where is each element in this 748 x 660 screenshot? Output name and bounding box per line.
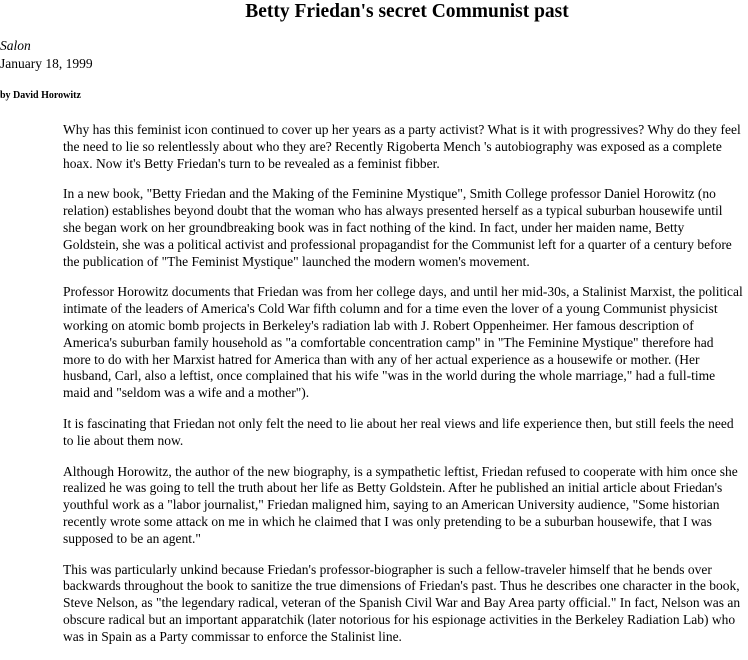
publication-name: Salon xyxy=(0,38,31,53)
paragraph: In a new book, "Betty Friedan and the Making of the Feminine Mystique", Smith College professor Daniel Horowitz (no relation) establishes beyond doubt that the woman who has always presented herself as a typical suburban housewife until she began work on her groundbreaking book was in fact nothing of the kind. In fact, under her maiden name, Betty Goldstein, she was a political activist and professional propagandist for the Communist left for a quarter of a century before the publication of "The Feminist Mystique" launched the modern women's movement. xyxy=(63,186,732,269)
publication-info xyxy=(0,37,93,72)
article-body xyxy=(63,122,743,660)
paragraph: Why has this feminist icon continued to cover up her years as a party activist? What is it with progressives? Why do they feel the need to lie so relentlessly about who they are? Recently Rigoberta Mench 's autobiography was exposed as a complete hoax. Now it's Betty Friedan's turn to be revealed as a feminist fibber. xyxy=(63,122,741,171)
paragraph: Although Horowitz, the author of the new biography, is a sympathetic leftist, Friedan refused to cooperate with him once she realized he was going to tell the truth about her life as Betty Goldstein. After he published an initial article about Friedan's youthful work as a "labor journalist," Friedan maligned him, saying to an American University audience, "Some historian recently wrote some attack on me in which he claimed that I was only pretending to be a suburban housewife, that I was supposed to be an agent." xyxy=(63,463,738,546)
page-title: Betty Friedan's secret Communist past xyxy=(245,1,569,22)
paragraph: Professor Horowitz documents that Friedan was from her college days, and until her mid-30s, a Stalinist Marxist, the political intimate of the leaders of America's Cold War fifth column and for a time even the lover of a young Communist physicist working on atomic bomb projects in Berkeley's radiation lab with J. Robert Oppenheimer. Her famous description of America's suburban family household as "a comfortable concentration camp" in "The Feminine Mystique" therefore had more to do with her Marxist hatred for America than with any of her actual experience as a housewife or mother. (Her husband, Carl, also a leftist, once complained that his wife "was in the world during the whole marriage," had a full-time maid and "seldom was a wife and a mother"). xyxy=(63,284,743,401)
paragraph: This was particularly unkind because Friedan's professor-biographer is such a fellow-traveler himself that he bends over backwards throughout the book to sanitize the true dimensions of Friedan's past. Thus he describes one character in the book, Steve Nelson, as "the legendary radical, veteran of the Spanish Civil War and Bay Area party official." In fact, Nelson was an obscure radical but an important apparatchik (later notorious for his espionage activities in the Berkeley Radiation Lab) who was in Spain as a Party commissar to enforce the Stalinist line. xyxy=(63,561,741,644)
publication-date: January 18, 1999 xyxy=(0,55,93,71)
byline: by David Horowitz xyxy=(0,90,81,101)
paragraph: It is fascinating that Friedan not only felt the need to lie about her real views and life experience then, but still feels the need to lie about them now. xyxy=(63,415,734,448)
